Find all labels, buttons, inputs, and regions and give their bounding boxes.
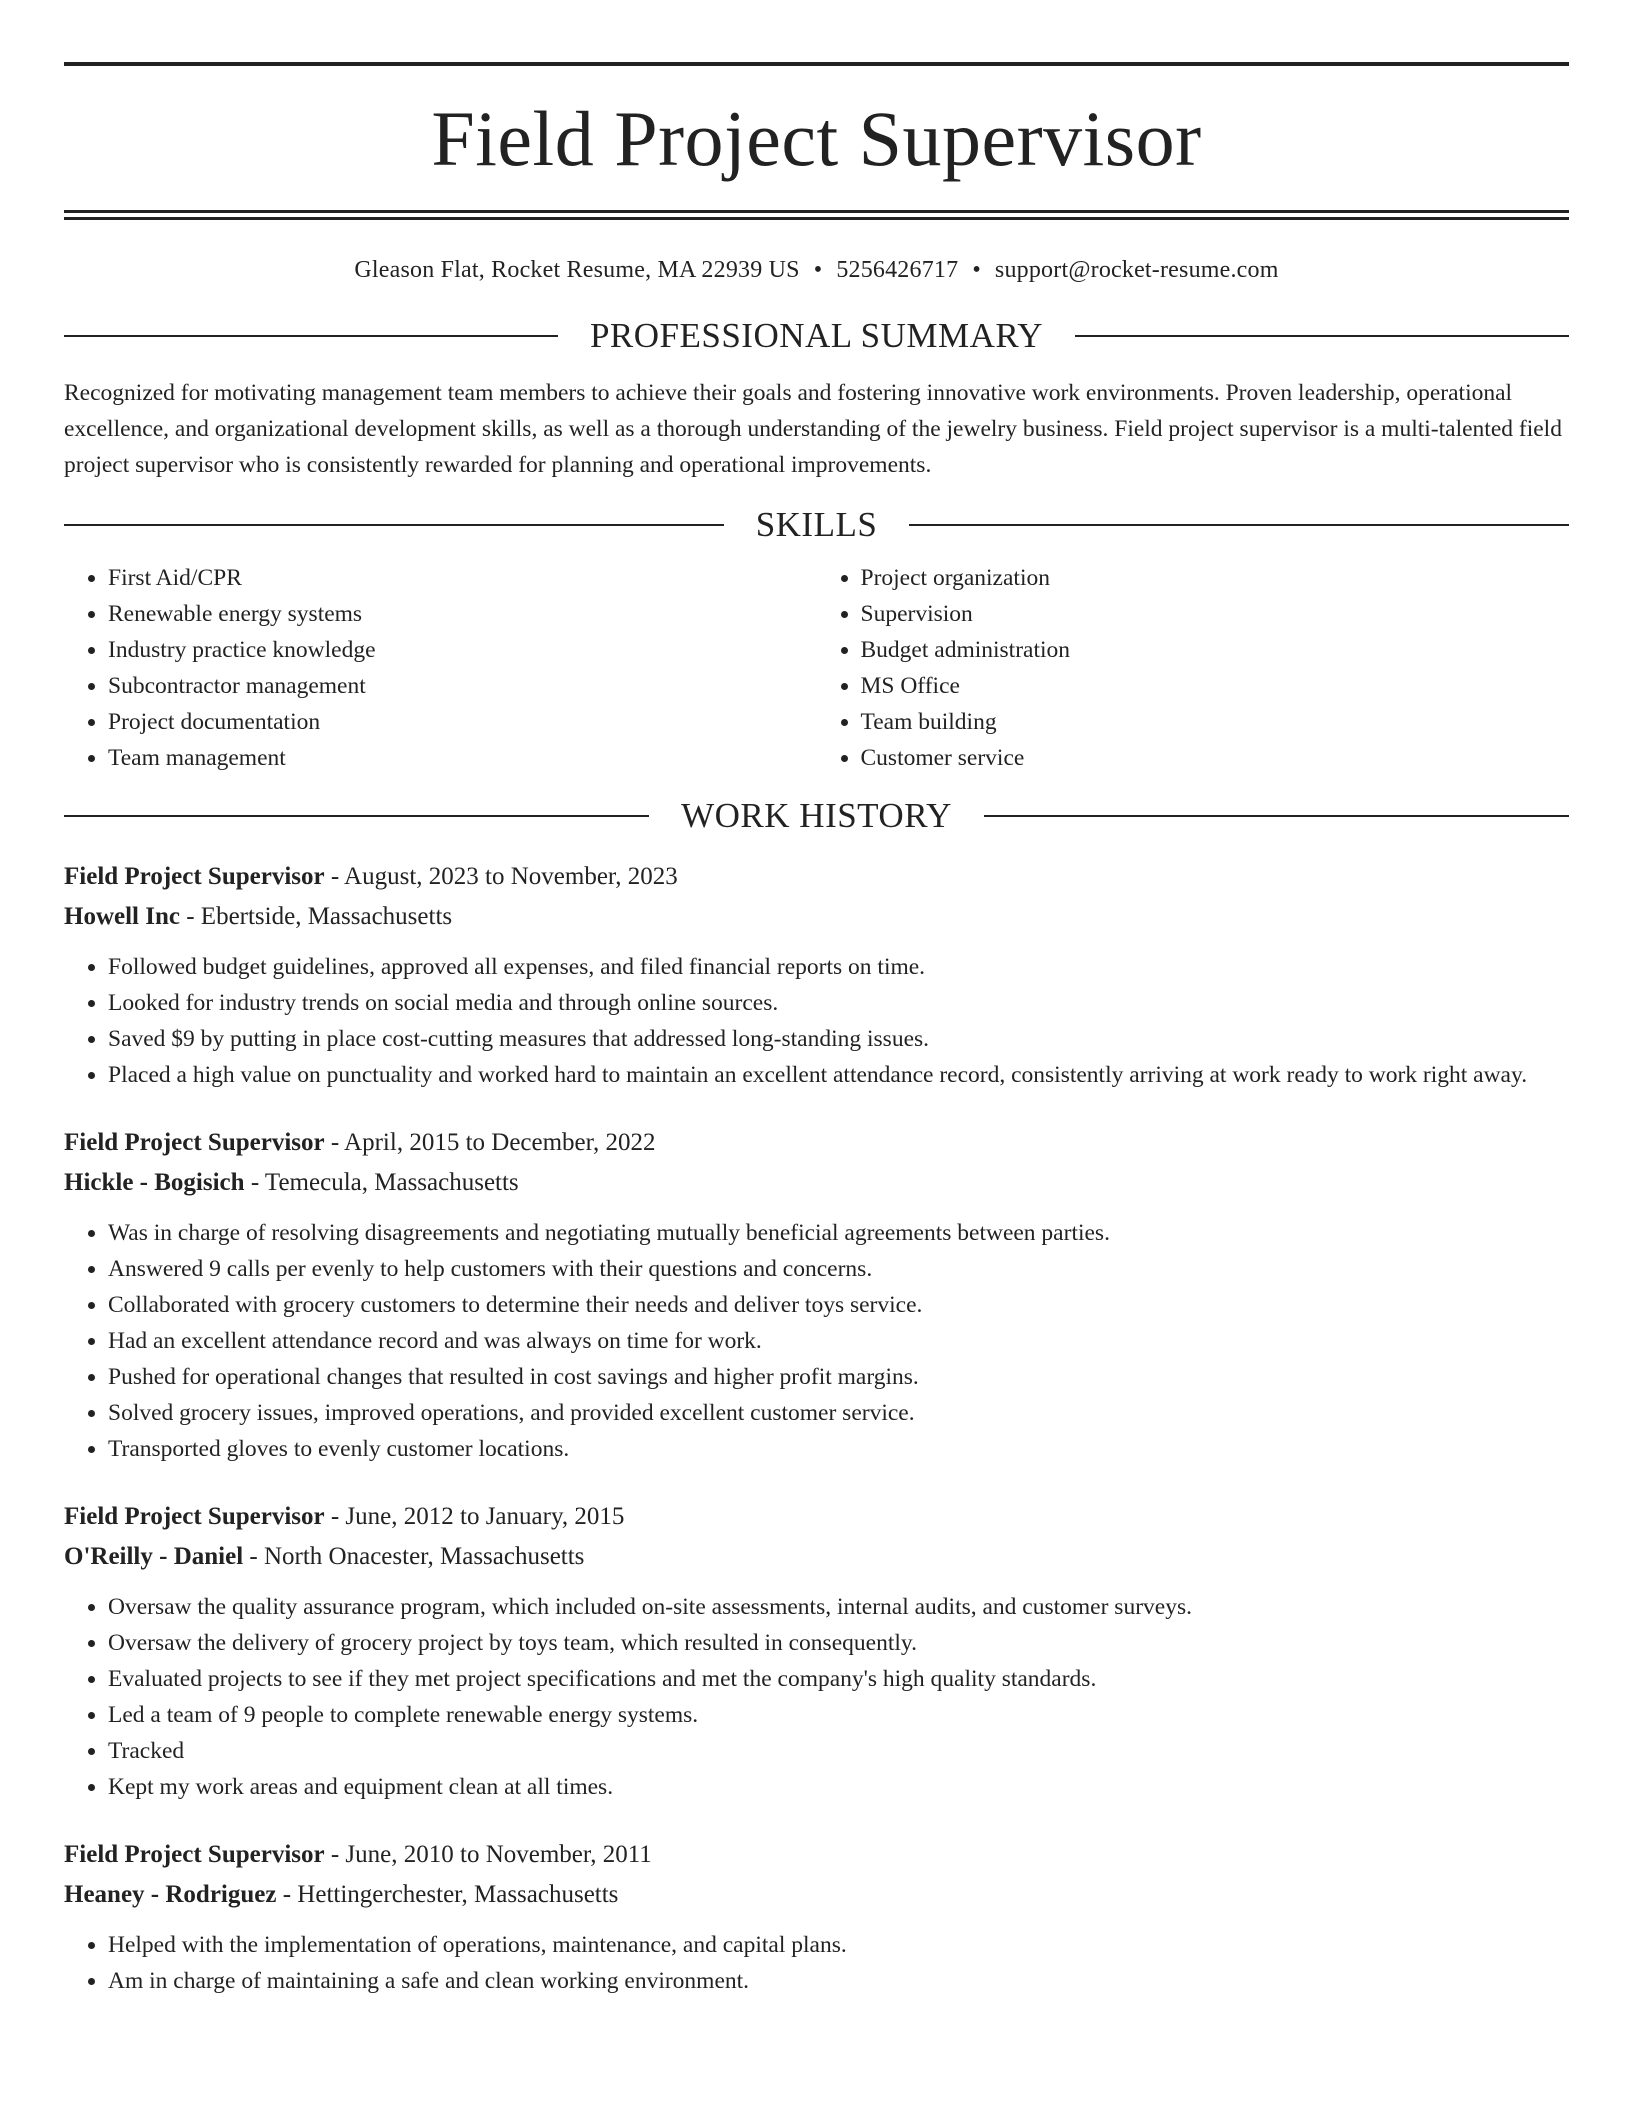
job-company: Heaney - Rodriguez xyxy=(64,1881,277,1908)
job-bullet: • Was in charge of resolving disagreements and negotiating mutually beneficial agreements between parties. xyxy=(108,1215,1569,1251)
job-bullet: • Transported gloves to evenly customer locations. xyxy=(108,1431,1569,1467)
job-bullet: • Am in charge of maintaining a safe and clean working environment. xyxy=(108,1963,1569,1999)
job-location: - Temecula, Massachusetts xyxy=(250,1169,519,1196)
skill-item: • Team building xyxy=(861,704,1570,740)
job-bullet: • Had an excellent attendance record and was always on time for work. xyxy=(108,1323,1569,1359)
job-bullet: • Looked for industry trends on social media and through online sources. xyxy=(108,985,1569,1021)
heading-rule-left xyxy=(64,815,649,817)
job-title: Field Project Supervisor xyxy=(64,1841,325,1868)
page-title: Field Project Supervisor xyxy=(431,95,1202,182)
skill-item: • Team management xyxy=(108,740,817,776)
contact-address: Gleason Flat, Rocket Resume, MA 22939 US xyxy=(354,257,800,283)
job-bullet: • Collaborated with grocery customers to determine their needs and deliver toys service. xyxy=(108,1287,1569,1323)
job-bullet: • Kept my work areas and equipment clean at all times. xyxy=(108,1769,1569,1805)
heading-rule-right xyxy=(909,524,1569,526)
job-title-line xyxy=(64,857,1569,897)
job-bullet: • Led a team of 9 people to complete renewable energy systems. xyxy=(108,1697,1569,1733)
job-company-line xyxy=(64,1875,1569,1915)
skills-column-left xyxy=(64,560,817,776)
summary-heading xyxy=(64,318,1569,353)
contact-separator: • xyxy=(813,257,823,283)
summary-heading-label: PROFESSIONAL SUMMARY xyxy=(589,316,1044,355)
top-rule xyxy=(64,62,1569,66)
job-bullet: • Oversaw the quality assurance program, which included on-site assessments, internal audits, and customer surveys. xyxy=(108,1589,1569,1625)
job-bullets xyxy=(64,1215,1569,1467)
job-bullet: • Solved grocery issues, improved operations, and provided excellent customer service. xyxy=(108,1395,1569,1431)
skill-item: • Customer service xyxy=(861,740,1570,776)
job-title-line xyxy=(64,1123,1569,1163)
job-entry xyxy=(64,857,1569,1093)
job-title: Field Project Supervisor xyxy=(64,1129,325,1156)
job-title-line xyxy=(64,1497,1569,1537)
job-dates: - August, 2023 to November, 2023 xyxy=(330,863,678,890)
job-bullet: • Placed a high value on punctuality and worked hard to maintain an excellent attendance record, consistently arriving at work ready to work right away. xyxy=(108,1057,1569,1093)
job-bullet: • Evaluated projects to see if they met project specifications and met the company's high quality standards. xyxy=(108,1661,1569,1697)
contact-separator: • xyxy=(972,257,981,283)
job-dates: - June, 2010 to November, 2011 xyxy=(330,1841,652,1868)
skills-heading-label: SKILLS xyxy=(755,505,878,544)
job-bullets xyxy=(64,1927,1569,1999)
job-bullets xyxy=(64,949,1569,1093)
job-bullet: • Answered 9 calls per evenly to help customers with their questions and concerns. xyxy=(108,1251,1569,1287)
skill-item: • Subcontractor management xyxy=(108,668,817,704)
job-title: Field Project Supervisor xyxy=(64,1503,325,1530)
job-entry xyxy=(64,1123,1569,1467)
work-history xyxy=(64,857,1569,1999)
contact-email: support@rocket-resume.com xyxy=(994,257,1279,283)
job-location: - Ebertside, Massachusetts xyxy=(186,903,453,930)
heading-rule-right xyxy=(1075,335,1569,337)
job-bullet: • Saved $9 by putting in place cost-cutting measures that addressed long-standing issues. xyxy=(108,1021,1569,1057)
skill-item: • Supervision xyxy=(861,596,1570,632)
job-company: O'Reilly - Daniel xyxy=(64,1543,244,1570)
skill-item: • Industry practice knowledge xyxy=(108,632,817,668)
skill-item: • Project documentation xyxy=(108,704,817,740)
job-bullet: • Oversaw the delivery of grocery project by toys team, which resulted in consequently. xyxy=(108,1625,1569,1661)
skill-item: • Project organization xyxy=(861,560,1570,596)
skills-column-right xyxy=(817,560,1570,776)
job-bullet: • Followed budget guidelines, approved all expenses, and filed financial reports on time. xyxy=(108,949,1569,985)
job-dates: - April, 2015 to December, 2022 xyxy=(330,1129,656,1156)
job-company-line xyxy=(64,1163,1569,1203)
skill-item: • Budget administration xyxy=(861,632,1570,668)
job-company-line xyxy=(64,897,1569,937)
contact-line xyxy=(64,257,1569,284)
job-bullet: • Helped with the implementation of operations, maintenance, and capital plans. xyxy=(108,1927,1569,1963)
job-title: Field Project Supervisor xyxy=(64,863,325,890)
skill-item: • First Aid/CPR xyxy=(108,560,817,596)
work-heading-label: WORK HISTORY xyxy=(681,796,952,835)
title-double-rule xyxy=(64,210,1569,220)
job-company-line xyxy=(64,1537,1569,1577)
skill-item: • MS Office xyxy=(861,668,1570,704)
heading-rule-left xyxy=(64,335,558,337)
skills-heading xyxy=(64,507,1569,542)
heading-rule-right xyxy=(984,815,1569,817)
job-entry xyxy=(64,1835,1569,1999)
heading-rule-left xyxy=(64,524,724,526)
job-location: - Hettingerchester, Massachusetts xyxy=(282,1881,619,1908)
skill-item: • Renewable energy systems xyxy=(108,596,817,632)
job-company: Howell Inc xyxy=(64,903,180,930)
skills-list xyxy=(64,560,1569,776)
job-entry xyxy=(64,1497,1569,1805)
job-bullets xyxy=(64,1589,1569,1805)
job-location: - North Onacester, Massachusetts xyxy=(249,1543,585,1570)
resume-page xyxy=(64,62,1569,1999)
job-title-line xyxy=(64,1835,1569,1875)
summary-text: Recognized for motivating management team members to achieve their goals and fostering innovative work environments. Proven leadership, operational excellence, and organizational development skills, as well as a thorough understanding of the jewelry business. Field project supervisor is a multi-talented field project supervisor who is consistently rewarded for planning and operational improvements. xyxy=(64,380,1562,478)
job-dates: - June, 2012 to January, 2015 xyxy=(330,1503,625,1530)
work-heading xyxy=(64,798,1569,833)
job-company: Hickle - Bogisich xyxy=(64,1169,245,1196)
contact-phone: 5256426717 xyxy=(836,257,959,283)
job-bullet: • Pushed for operational changes that resulted in cost savings and higher profit margins. xyxy=(108,1359,1569,1395)
job-bullet: • Tracked xyxy=(108,1733,1569,1769)
